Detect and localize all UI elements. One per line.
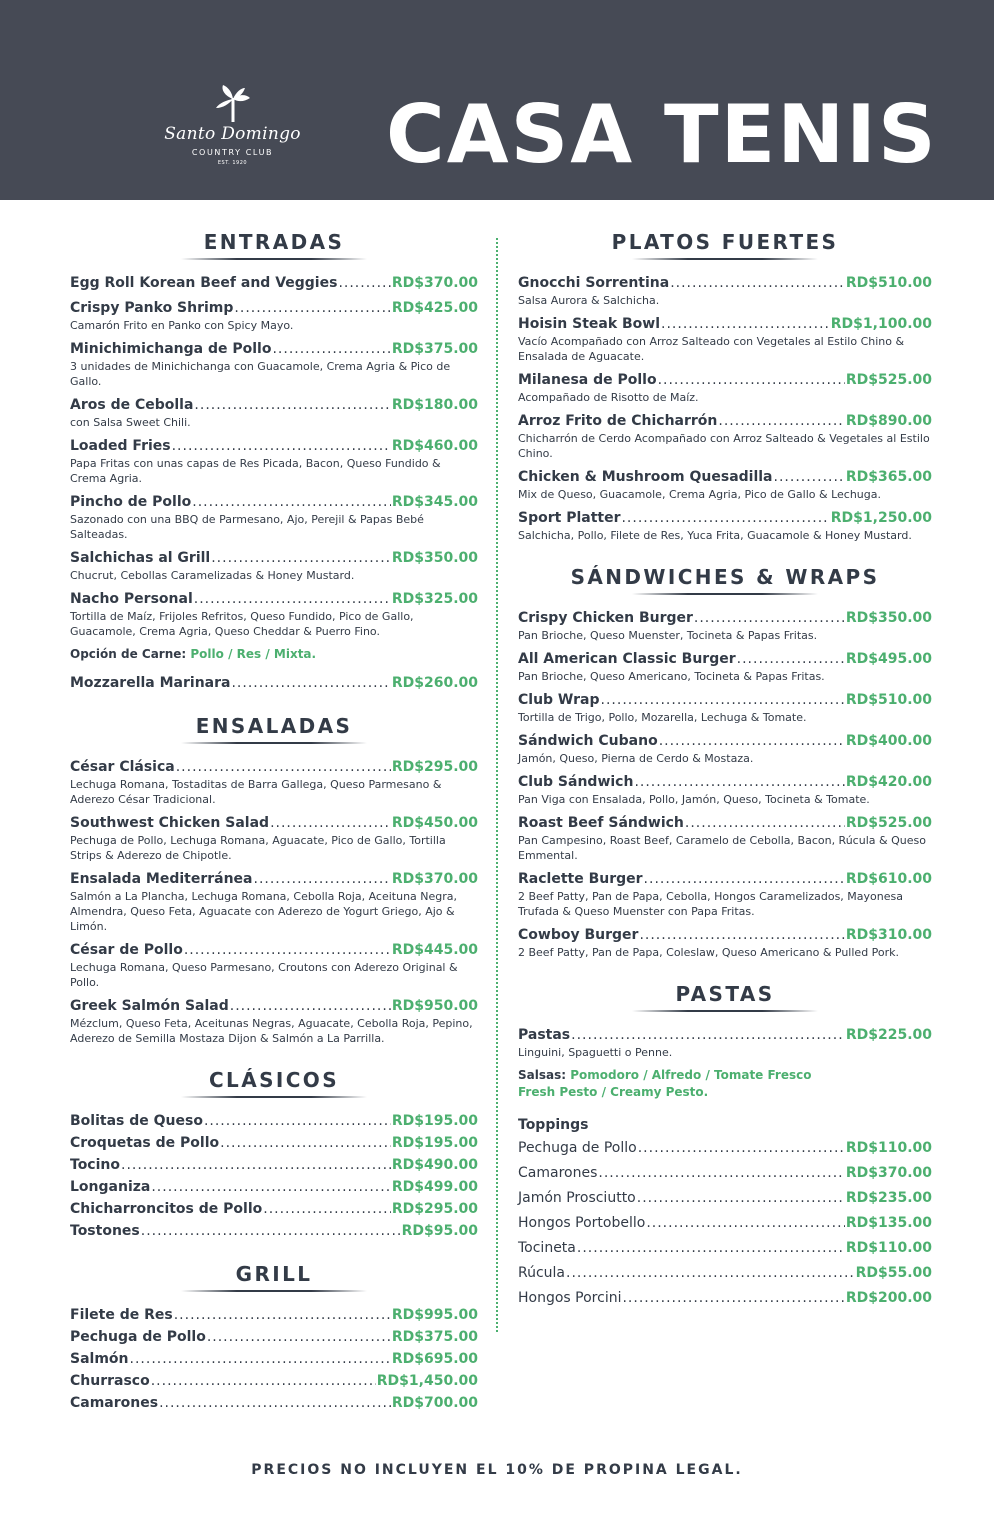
item-name: Ensalada Mediterránea (70, 871, 253, 887)
item-price: RD$110.00 (845, 1140, 932, 1156)
list-item (518, 1214, 932, 1232)
dot-leader (141, 1222, 401, 1240)
dot-leader (263, 1200, 391, 1218)
item-price: RD$499.00 (391, 1179, 478, 1195)
dot-leader (234, 299, 390, 317)
item-name: Camarones (70, 1395, 159, 1411)
item-price: RD$110.00 (845, 1240, 932, 1256)
dot-leader (639, 926, 844, 944)
item-name: Filete de Res (70, 1307, 173, 1323)
item-name: Club Sándwich (518, 774, 634, 790)
item-price: RD$365.00 (845, 469, 932, 485)
item-description: Jamón, Queso, Pierna de Cerdo & Mostaza. (518, 752, 754, 765)
dot-leader (151, 1178, 390, 1196)
sandwiches-list (518, 609, 932, 960)
item-price: RD$420.00 (845, 774, 932, 790)
dot-leader (130, 1350, 391, 1368)
dot-leader (272, 340, 390, 358)
list-item (70, 549, 478, 583)
dot-leader (174, 1306, 391, 1324)
item-name: Milanesa de Pollo (518, 372, 657, 388)
item-name: Sport Platter (518, 510, 621, 526)
dot-leader (622, 1289, 844, 1307)
page-title: CASA TENIS (386, 88, 938, 181)
list-item (518, 1139, 932, 1157)
ensaladas-list (70, 758, 478, 1046)
palm-tree-icon (213, 84, 253, 122)
item-price: RD$295.00 (391, 1201, 478, 1217)
dot-leader (621, 509, 829, 527)
item-price: RD$490.00 (391, 1157, 478, 1173)
item-price: RD$700.00 (391, 1395, 478, 1411)
list-item (518, 371, 932, 405)
list-item (70, 1328, 478, 1346)
item-price: RD$195.00 (391, 1135, 478, 1151)
list-item (518, 412, 932, 461)
item-description: 2 Beef Patty, Pan de Papa, Cebolla, Hongos Caramelizados, Mayonesa Trufada & Queso Muenster con Papa Fritas. (518, 890, 903, 918)
section-heading: GRILL (235, 1262, 313, 1286)
item-name: Chicharroncitos de Pollo (70, 1201, 263, 1217)
item-name: Rúcula (518, 1265, 566, 1281)
item-description: Camarón Frito en Panko con Spicy Mayo. (70, 319, 294, 332)
item-description: Tortilla de Maíz, Frijoles Refritos, Queso Fundido, Pico de Gallo, Guacamole, Crema Agria, Queso Cheddar & Puerro Fino. (70, 610, 414, 638)
dot-leader (254, 870, 391, 888)
item-description: Mix de Queso, Guacamole, Crema Agria, Pico de Gallo & Lechuga. (518, 488, 881, 501)
list-item (518, 609, 932, 643)
list-item (518, 315, 932, 364)
list-item (518, 1289, 932, 1307)
list-item (70, 1178, 478, 1196)
item-price: RD$450.00 (391, 815, 478, 831)
item-description: Tortilla de Trigo, Pollo, Mozarella, Lechuga & Tomate. (518, 711, 807, 724)
header-banner (0, 0, 994, 200)
heading-rule (181, 258, 367, 260)
item-price: RD$510.00 (845, 692, 932, 708)
list-item (70, 340, 478, 389)
item-description: Chicharrón de Cerdo Acompañado con Arroz Salteado & Vegetales al Estilo Chino. (518, 432, 930, 460)
item-name: Cowboy Burger (518, 927, 639, 943)
dot-leader (644, 870, 845, 888)
item-name: César Clásica (70, 759, 175, 775)
dot-leader (661, 315, 830, 333)
list-item (518, 814, 932, 863)
heading-rule (632, 1010, 818, 1012)
section-platos-fuertes (518, 230, 932, 543)
dot-leader (685, 814, 845, 832)
item-price: RD$400.00 (845, 733, 932, 749)
list-item (70, 1222, 478, 1240)
item-name: Crispy Panko Shrimp (70, 300, 234, 316)
item-name: Pechuga de Pollo (70, 1329, 206, 1345)
dot-leader (211, 549, 391, 567)
dot-leader (204, 1112, 391, 1130)
item-price: RD$350.00 (845, 610, 932, 626)
list-item (70, 1134, 478, 1152)
item-name: Chicken & Mushroom Quesadilla (518, 469, 773, 485)
item-description: Acompañado de Risotto de Maíz. (518, 391, 699, 404)
list-item (70, 941, 478, 990)
item-price: RD$1,450.00 (376, 1373, 478, 1389)
dot-leader (338, 274, 390, 292)
item-name: Mozzarella Marinara (70, 675, 231, 691)
list-item (70, 870, 478, 934)
item-price: RD$460.00 (391, 438, 478, 454)
item-description: 2 Beef Patty, Pan de Papa, Coleslaw, Queso Americano & Pulled Pork. (518, 946, 900, 959)
item-price: RD$370.00 (391, 275, 478, 291)
item-name: Pechuga de Pollo (518, 1140, 637, 1156)
item-price: RD$260.00 (391, 675, 478, 691)
list-item (70, 396, 478, 430)
section-pastas (518, 982, 932, 1307)
item-name: Tostones (70, 1223, 140, 1239)
item-description: Pan Viga con Ensalada, Pollo, Jamón, Queso, Tocineta & Tomate. (518, 793, 870, 806)
salsas-line-1: Pomodoro / Alfredo / Tomate Fresco (570, 1068, 812, 1082)
item-price: RD$375.00 (391, 341, 478, 357)
platos-list (518, 274, 932, 543)
item-description: Sazonado con una BBQ de Parmesano, Ajo, Perejil & Papas Bebé Salteadas. (70, 513, 424, 541)
item-price: RD$1,100.00 (830, 316, 932, 332)
heading-rule (181, 742, 367, 744)
heading-rule (632, 593, 818, 595)
list-item (518, 926, 932, 960)
dot-leader (634, 773, 844, 791)
item-price: RD$55.00 (855, 1265, 932, 1281)
heading-rule (181, 1096, 367, 1098)
list-item (518, 773, 932, 807)
item-price: RD$525.00 (845, 372, 932, 388)
list-item (518, 691, 932, 725)
item-name: Hoisin Steak Bowl (518, 316, 661, 332)
item-price: RD$495.00 (845, 651, 932, 667)
dot-leader (638, 1139, 845, 1157)
dot-leader (646, 1214, 845, 1232)
item-name: Arroz Frito de Chicharrón (518, 413, 718, 429)
list-item (70, 1394, 478, 1412)
list-item (518, 1026, 932, 1060)
list-item (70, 674, 478, 692)
list-item (70, 274, 478, 292)
item-name: Sándwich Cubano (518, 733, 658, 749)
clasicos-list (70, 1112, 478, 1240)
dot-leader (230, 997, 391, 1015)
right-column (518, 230, 932, 1329)
item-price: RD$370.00 (845, 1165, 932, 1181)
item-description: Pechuga de Pollo, Lechuga Romana, Aguacate, Pico de Gallo, Tortilla Strips & Aderezo de Chipotle. (70, 834, 446, 862)
item-name: Jamón Prosciutto (518, 1190, 636, 1206)
dot-leader (670, 274, 845, 292)
list-item (70, 493, 478, 542)
list-item (518, 1239, 932, 1257)
toppings-title: Toppings (518, 1117, 589, 1133)
dot-leader (220, 1134, 391, 1152)
dot-leader (172, 437, 391, 455)
item-description: 3 unidades de Minichichanga con Guacamole, Crema Agria & Pico de Gallo. (70, 360, 451, 388)
item-name: Salchichas al Grill (70, 550, 211, 566)
item-description: Pan Brioche, Queso Americano, Tocineta & Papas Fritas. (518, 670, 825, 683)
list-item (70, 1350, 478, 1368)
item-price: RD$425.00 (391, 300, 478, 316)
dot-leader (194, 396, 390, 414)
item-name: Greek Salmón Salad (70, 998, 229, 1014)
section-heading: PASTAS (675, 982, 775, 1006)
item-description: Mézclum, Queso Feta, Aceitunas Negras, Aguacate, Cebolla Roja, Pepino, Aderezo de Semilla Mostaza Dijon & Salmón a La Parrilla. (70, 1017, 473, 1045)
section-clasicos (70, 1068, 478, 1240)
item-name: Club Wrap (518, 692, 600, 708)
item-name: Longaniza (70, 1179, 151, 1195)
item-description: Salsa Aurora & Salchicha. (518, 294, 660, 307)
entradas-list (70, 274, 478, 639)
item-price: RD$195.00 (391, 1113, 478, 1129)
dot-leader (121, 1156, 391, 1174)
club-logo (150, 84, 315, 184)
item-name: Tocineta (518, 1240, 576, 1256)
item-price: RD$350.00 (391, 550, 478, 566)
list-item (518, 468, 932, 502)
dot-leader (192, 493, 391, 511)
logo-script-text: Santo Domingo (164, 124, 301, 144)
dot-leader (207, 1328, 391, 1346)
item-price: RD$235.00 (845, 1190, 932, 1206)
list-item (518, 650, 932, 684)
list-item (70, 1112, 478, 1130)
salsas-note (518, 1067, 932, 1084)
item-description: Pan Brioche, Queso Muenster, Tocineta & Papas Fritas. (518, 629, 818, 642)
item-description: Papa Fritas con unas capas de Res Picada, Bacon, Queso Fundido & Crema Agria. (70, 457, 441, 485)
list-item (70, 590, 478, 639)
list-item (70, 437, 478, 486)
item-price: RD$180.00 (391, 397, 478, 413)
item-description: con Salsa Sweet Chili. (70, 416, 191, 429)
item-name: Minichimichanga de Pollo (70, 341, 272, 357)
section-ensaladas (70, 714, 478, 1046)
dot-leader (774, 468, 845, 486)
footer-note: PRECIOS NO INCLUYEN EL 10% DE PROPINA LEGAL. (251, 1462, 743, 1478)
heading-rule (181, 1290, 367, 1292)
list-item (70, 1306, 478, 1324)
item-name: Nacho Personal (70, 591, 193, 607)
item-description: Vacío Acompañado con Arroz Salteado con Vegetales al Estilo Chino & Ensalada de Aguacate. (518, 335, 905, 363)
dot-leader (694, 609, 845, 627)
item-price: RD$345.00 (391, 494, 478, 510)
item-price: RD$95.00 (401, 1223, 478, 1239)
list-item (70, 299, 478, 333)
list-item (70, 814, 478, 863)
list-item (70, 1200, 478, 1218)
dot-leader (601, 691, 845, 709)
dot-leader (577, 1239, 845, 1257)
dot-leader (231, 674, 390, 692)
list-item (70, 758, 478, 807)
item-name: Roast Beef Sándwich (518, 815, 684, 831)
item-name: Southwest Chicken Salad (70, 815, 270, 831)
dot-leader (184, 941, 391, 959)
list-item (518, 732, 932, 766)
section-grill (70, 1262, 478, 1412)
dot-leader (637, 1189, 845, 1207)
item-price: RD$310.00 (845, 927, 932, 943)
dot-leader (176, 758, 391, 776)
section-heading: CLÁSICOS (208, 1068, 340, 1092)
list-item (518, 509, 932, 543)
dot-leader (270, 814, 391, 832)
list-item (70, 1156, 478, 1174)
item-name: Gnocchi Sorrentina (518, 275, 670, 291)
item-description: Lechuga Romana, Queso Parmesano, Croutons con Aderezo Original & Pollo. (70, 961, 458, 989)
list-item (518, 1189, 932, 1207)
logo-est-text: EST. 1920 (217, 160, 248, 166)
item-description: Salmón a La Plancha, Lechuga Romana, Cebolla Roja, Aceituna Negra, Almendra, Queso Feta, Aguacate con Aderezo de Yogurt Griego, Ajo & Limón. (70, 890, 458, 933)
grill-list (70, 1306, 478, 1412)
item-price: RD$445.00 (391, 942, 478, 958)
item-price: RD$890.00 (845, 413, 932, 429)
column-divider (496, 238, 498, 1332)
item-name: Hongos Porcini (518, 1290, 622, 1306)
dot-leader (159, 1394, 391, 1412)
dot-leader (718, 412, 844, 430)
item-name: Bolitas de Queso (70, 1113, 203, 1129)
list-item (518, 274, 932, 308)
dot-leader (737, 650, 845, 668)
dot-leader (571, 1026, 845, 1044)
toppings-list (518, 1139, 932, 1307)
section-heading: PLATOS FUERTES (611, 230, 839, 254)
logo-club-text: COUNTRY CLUB (191, 148, 274, 157)
item-price: RD$525.00 (845, 815, 932, 831)
section-heading: SÁNDWICHES & WRAPS (570, 565, 880, 589)
left-column (70, 230, 478, 1434)
item-name: Pastas (518, 1027, 571, 1043)
section-heading: ENSALADAS (195, 714, 353, 738)
item-description: Salchicha, Pollo, Filete de Res, Yuca Frita, Guacamole & Honey Mustard. (518, 529, 912, 542)
salsas-line-2: Fresh Pesto / Creamy Pesto. (518, 1085, 709, 1099)
dot-leader (566, 1264, 855, 1282)
item-name: Churrasco (70, 1373, 150, 1389)
item-description: Linguini, Spaguetti o Penne. (518, 1046, 673, 1059)
item-price: RD$370.00 (391, 871, 478, 887)
salsas-label: Salsas: (518, 1068, 567, 1082)
dot-leader (658, 371, 845, 389)
item-price: RD$135.00 (845, 1215, 932, 1231)
item-price: RD$950.00 (391, 998, 478, 1014)
meat-option-note (70, 646, 478, 662)
item-name: Raclette Burger (518, 871, 643, 887)
item-price: RD$325.00 (391, 591, 478, 607)
item-price: RD$695.00 (391, 1351, 478, 1367)
dot-leader (194, 590, 391, 608)
item-name: Loaded Fries (70, 438, 171, 454)
item-name: All American Classic Burger (518, 651, 736, 667)
section-sandwiches (518, 565, 932, 960)
item-price: RD$200.00 (845, 1290, 932, 1306)
list-item (518, 1264, 932, 1282)
item-name: César de Pollo (70, 942, 183, 958)
item-description: Pan Campesino, Roast Beef, Caramelo de Cebolla, Bacon, Rúcula & Queso Emmental. (518, 834, 926, 862)
dot-leader (598, 1164, 844, 1182)
list-item (70, 997, 478, 1046)
item-description: Chucrut, Cebollas Caramelizadas & Honey Mustard. (70, 569, 355, 582)
item-price: RD$375.00 (391, 1329, 478, 1345)
item-name: Salmón (70, 1351, 129, 1367)
section-heading: ENTRADAS (203, 230, 345, 254)
list-item (70, 1372, 478, 1390)
item-price: RD$225.00 (845, 1027, 932, 1043)
item-name: Croquetas de Pollo (70, 1135, 220, 1151)
item-price: RD$510.00 (845, 275, 932, 291)
item-name: Aros de Cebolla (70, 397, 194, 413)
item-name: Camarones (518, 1165, 598, 1181)
item-price: RD$610.00 (845, 871, 932, 887)
heading-rule (632, 258, 818, 260)
item-price: RD$295.00 (391, 759, 478, 775)
dot-leader (151, 1372, 376, 1390)
section-entradas (70, 230, 478, 692)
item-price: RD$1,250.00 (830, 510, 932, 526)
list-item (518, 870, 932, 919)
dot-leader (659, 732, 845, 750)
item-description: Lechuga Romana, Tostaditas de Barra Gallega, Queso Parmesano & Aderezo César Tradicional. (70, 778, 442, 806)
item-name: Hongos Portobello (518, 1215, 646, 1231)
item-name: Pincho de Pollo (70, 494, 192, 510)
item-name: Crispy Chicken Burger (518, 610, 693, 626)
item-name: Egg Roll Korean Beef and Veggies (70, 275, 338, 291)
note-label: Opción de Carne: (70, 647, 187, 661)
item-name: Tocino (70, 1157, 120, 1173)
note-value: Pollo / Res / Mixta. (190, 647, 317, 661)
list-item (518, 1164, 932, 1182)
item-price: RD$995.00 (391, 1307, 478, 1323)
